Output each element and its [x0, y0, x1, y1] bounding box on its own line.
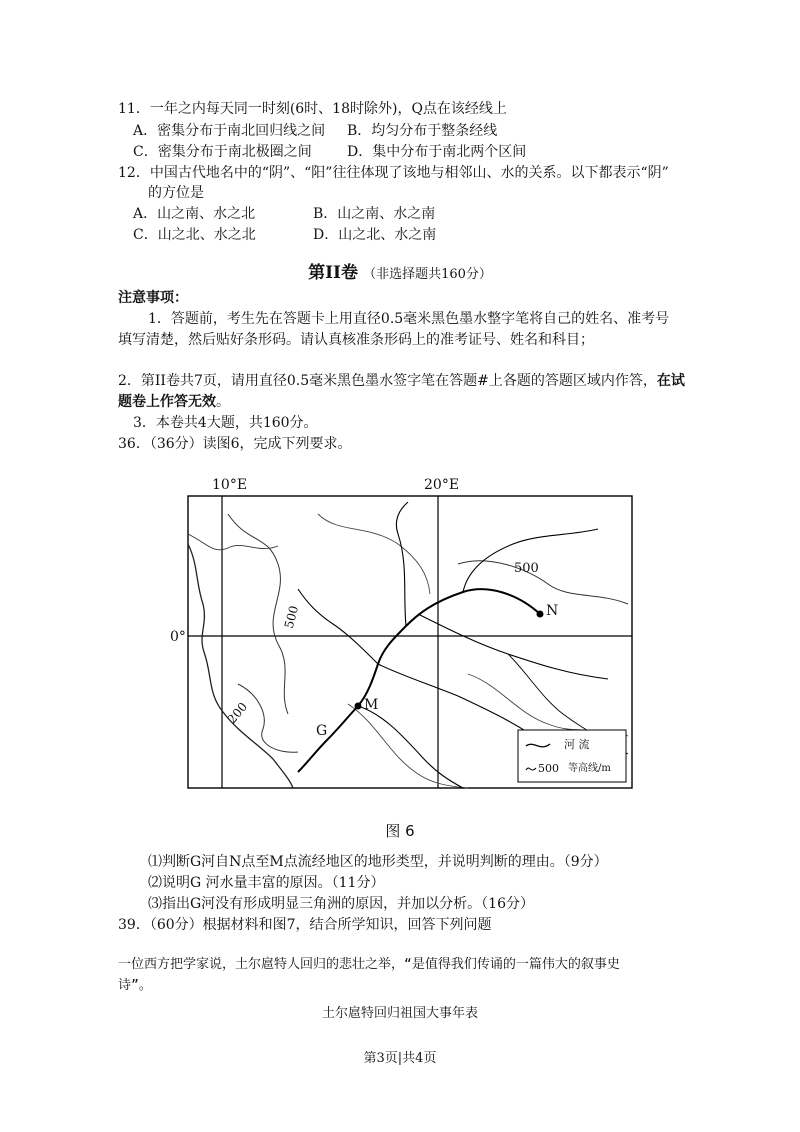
tributary-south	[358, 706, 463, 788]
q11-option-b: B．均匀分布于整条经线	[347, 123, 498, 139]
section-title-main: 第II卷	[308, 263, 358, 283]
point-label-g: G	[316, 723, 328, 739]
note-2a-bold: 在试	[656, 373, 685, 389]
q11-option-d: D．集中分布于南北两个区间	[347, 144, 527, 160]
q39-stem: 39．（60分）根据材料和图7，结合所学知识，回答下列问题	[118, 917, 492, 933]
q12-option-d: D．山之北、水之南	[313, 227, 437, 243]
q12-option-a: A．山之南、水之北	[133, 206, 256, 222]
point-n	[537, 611, 544, 618]
q36-sub-3: ⑶指出G河没有形成明显三角洲的原因，并加以分析。（16分）	[148, 896, 534, 912]
q36-stem: 36．（36分）读图6，完成下列要求。	[118, 436, 352, 452]
contour-line-southeast	[468, 674, 628, 736]
note-1b: 填写清楚，然后贴好条形码。请认真核准条形码上的准考证号、姓名和科目；	[118, 332, 594, 348]
lat-label-0: 0°	[170, 629, 186, 645]
q36-sub-2: ⑵说明G 河水量丰富的原因。（11分）	[148, 875, 385, 891]
lon-label-20e: 20°E	[424, 477, 460, 493]
section-title	[0, 258, 800, 283]
map-caption: 图 6	[385, 822, 415, 840]
contour-line-500-west	[228, 514, 288, 714]
q11-option-c: C．密集分布于南北极圈之间	[133, 144, 312, 160]
contour-label-200: 200	[224, 699, 251, 727]
point-label-m: M	[364, 697, 379, 713]
q11-stem: 11．一年之内每天同一时刻(6时、18时除外)，Q点在该经线上	[118, 101, 507, 117]
note-1a: 1．答题前，考生先在答题卡上用直径0.5毫米黑色墨水整字笔将自己的姓名、准考号	[148, 311, 670, 327]
contour-line-200	[238, 684, 298, 752]
q12-stem: 12．中国古代地名中的“阴”、“阳”往往体现了该地与相邻山、水的关系。以下都表示“阴”	[118, 165, 669, 181]
note-2a	[118, 372, 685, 390]
material-table-title: 土尔扈特回归祖国大事年表	[321, 1006, 478, 1021]
legend-contour-label: 等高线/m	[568, 763, 611, 774]
contour-label-500-west: 500	[281, 604, 302, 630]
contour-label-500-east: 500	[514, 561, 539, 576]
lon-label-10e: 10°E	[212, 477, 248, 493]
note-2b	[118, 393, 230, 411]
tributary-east	[418, 614, 608, 679]
notes-heading: 注意事项：	[118, 290, 188, 306]
contour-line-south	[348, 704, 468, 788]
q12-option-c: C．山之北、水之北	[133, 227, 256, 243]
point-label-n: N	[546, 603, 559, 619]
q12-option-b: B．山之南、水之南	[313, 206, 436, 222]
section-title-sub: （非选择题共160分）	[363, 267, 492, 282]
coast-detail	[188, 534, 278, 550]
legend-river-label: 河 流	[564, 738, 590, 751]
note-2b-bold: 题卷上作答无效	[118, 394, 216, 410]
page-footer: 第3页|共4页	[363, 1051, 437, 1066]
coastline	[188, 544, 293, 788]
q12-stem-cont: 的方位是	[148, 185, 204, 201]
tributary-north	[396, 502, 408, 626]
tributary-west	[298, 589, 378, 664]
contour-line-500-east	[458, 561, 628, 604]
point-m	[355, 703, 362, 710]
q11-option-a: A．密集分布于南北回归线之间	[133, 123, 326, 139]
note-3: 3．本卷共4大题，共160分。	[133, 415, 318, 431]
legend-contour-value: 500	[538, 762, 559, 775]
note-2b-end: 。	[216, 394, 230, 410]
contour-line-north	[318, 514, 430, 594]
material-line-2: 诗”。	[118, 978, 152, 993]
q36-sub-1: ⑴判断G河自N点至M点流经地区的地形类型，并说明判断的理由。（9分）	[148, 854, 608, 870]
material-line-1: 一位西方把学家说，土尔扈特人回归的悲壮之举，“是值得我们传诵的一篇伟大的叙事史	[118, 957, 620, 972]
note-2a-text: 2．第II卷共7页，请用直径0.5毫米黑色墨水签字笔在答题#上各题的答题区域内作答，	[118, 373, 657, 389]
map-figure	[168, 474, 638, 794]
